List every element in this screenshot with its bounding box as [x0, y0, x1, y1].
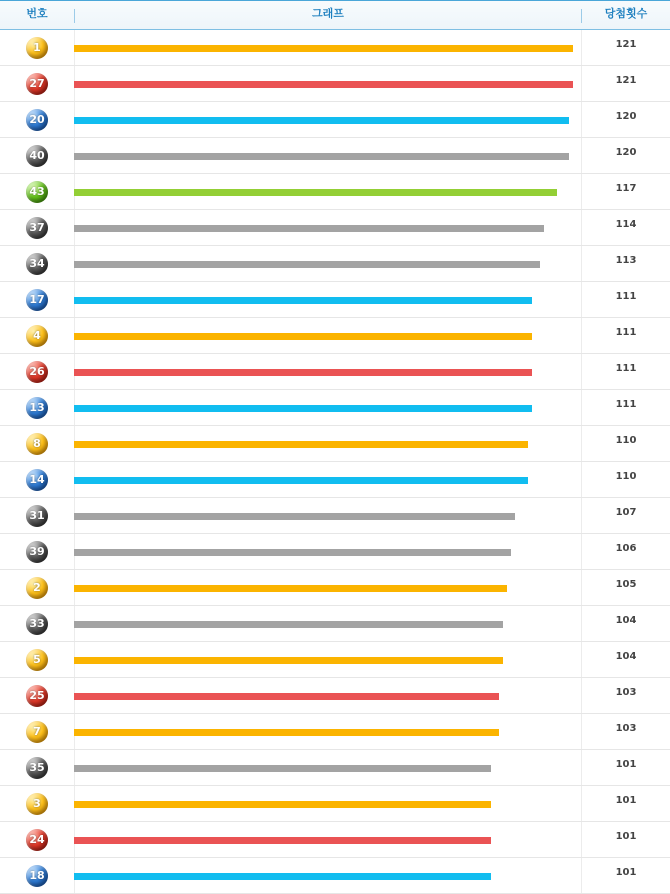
table-row: [0, 822, 670, 858]
frequency-bar: [74, 225, 544, 232]
table-row: [0, 246, 670, 282]
frequency-bar: [74, 873, 491, 880]
count-label: 101: [615, 759, 637, 770]
number-ball: 3: [26, 793, 48, 815]
frequency-bar: [74, 81, 573, 88]
count-label: 117: [615, 183, 637, 194]
table-header: [0, 0, 670, 30]
count-label: 120: [615, 111, 637, 122]
frequency-bar: [74, 117, 569, 124]
frequency-bar: [74, 621, 503, 628]
count-label: 105: [615, 579, 637, 590]
frequency-bar: [74, 261, 540, 268]
number-ball: 33: [26, 613, 48, 635]
table-row: [0, 498, 670, 534]
frequency-bar: [74, 405, 532, 412]
number-ball: 27: [26, 73, 48, 95]
table-row: [0, 318, 670, 354]
count-label: 111: [615, 399, 637, 410]
table-row: [0, 354, 670, 390]
number-ball: 37: [26, 217, 48, 239]
number-ball: 20: [26, 109, 48, 131]
header-number: 번호: [26, 7, 48, 20]
count-label: 101: [615, 831, 637, 842]
count-label: 120: [615, 147, 637, 158]
header-graph: 그래프: [312, 7, 344, 20]
table-row: [0, 462, 670, 498]
table-row: [0, 30, 670, 66]
number-ball: 5: [26, 649, 48, 671]
number-ball: 31: [26, 505, 48, 527]
table-row: [0, 570, 670, 606]
number-ball: 39: [26, 541, 48, 563]
count-label: 103: [615, 687, 637, 698]
frequency-bar: [74, 333, 532, 340]
count-label: 103: [615, 723, 637, 734]
table-row: [0, 210, 670, 246]
table-row: [0, 390, 670, 426]
frequency-bar: [74, 729, 499, 736]
count-label: 111: [615, 363, 637, 374]
frequency-bar: [74, 549, 511, 556]
number-ball: 43: [26, 181, 48, 203]
count-label: 104: [615, 615, 637, 626]
frequency-bar: [74, 297, 532, 304]
frequency-bar: [74, 801, 491, 808]
number-ball: 13: [26, 397, 48, 419]
table-row: [0, 750, 670, 786]
table-row: [0, 642, 670, 678]
count-label: 104: [615, 651, 637, 662]
number-ball: 24: [26, 829, 48, 851]
number-ball: 14: [26, 469, 48, 491]
number-ball: 7: [26, 721, 48, 743]
count-label: 107: [615, 507, 637, 518]
number-ball: 4: [26, 325, 48, 347]
header-count: 당첨횟수: [604, 7, 648, 20]
number-ball: 35: [26, 757, 48, 779]
count-label: 111: [615, 327, 637, 338]
number-ball: 17: [26, 289, 48, 311]
number-ball: 26: [26, 361, 48, 383]
table-row: [0, 66, 670, 102]
frequency-bar: [74, 369, 532, 376]
count-label: 121: [615, 75, 637, 86]
count-label: 110: [615, 435, 637, 446]
number-ball: 34: [26, 253, 48, 275]
table-row: [0, 426, 670, 462]
number-ball: 18: [26, 865, 48, 887]
table-row: [0, 678, 670, 714]
number-ball: 40: [26, 145, 48, 167]
frequency-bar: [74, 45, 573, 52]
frequency-bar: [74, 657, 503, 664]
frequency-bar: [74, 837, 491, 844]
number-ball: 1: [26, 37, 48, 59]
number-ball: 2: [26, 577, 48, 599]
table-row: [0, 786, 670, 822]
table-row: [0, 858, 670, 894]
count-label: 110: [615, 471, 637, 482]
table-row: [0, 102, 670, 138]
frequency-bar: [74, 585, 507, 592]
frequency-bar: [74, 189, 557, 196]
number-ball: 25: [26, 685, 48, 707]
frequency-bar: [74, 441, 528, 448]
count-label: 121: [615, 39, 637, 50]
count-label: 111: [615, 291, 637, 302]
frequency-bar: [74, 513, 515, 520]
count-label: 114: [615, 219, 637, 230]
count-label: 113: [615, 255, 637, 266]
table-row: [0, 534, 670, 570]
frequency-bar: [74, 693, 499, 700]
frequency-bar: [74, 153, 569, 160]
frequency-bar: [74, 765, 491, 772]
count-label: 106: [615, 543, 637, 554]
frequency-bar: [74, 477, 528, 484]
table-row: [0, 714, 670, 750]
count-label: 101: [615, 795, 637, 806]
table-row: [0, 138, 670, 174]
table-row: [0, 174, 670, 210]
table-row: [0, 606, 670, 642]
number-ball: 8: [26, 433, 48, 455]
count-label: 101: [615, 867, 637, 878]
table-row: [0, 282, 670, 318]
